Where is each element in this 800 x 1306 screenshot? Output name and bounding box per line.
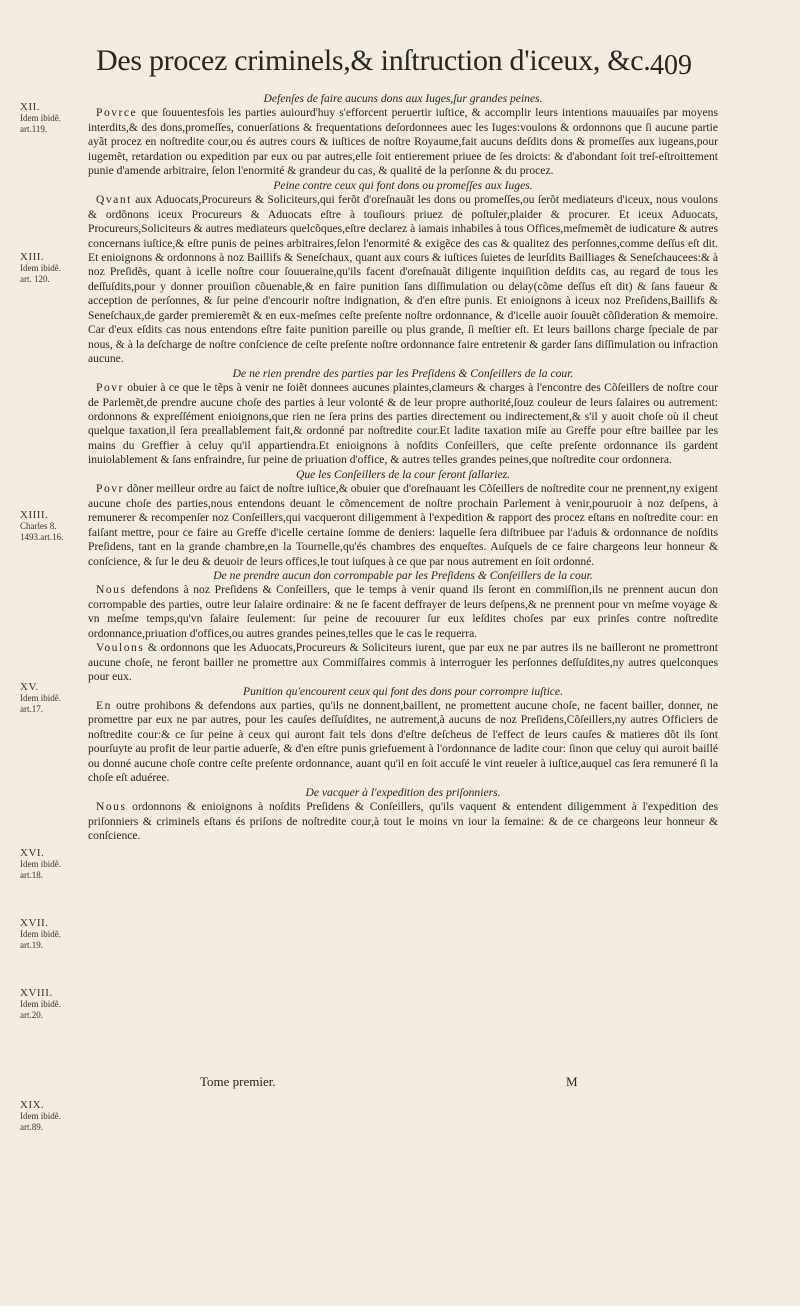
margin-article: art.89. xyxy=(20,1122,43,1132)
margin-note-xvii xyxy=(20,918,80,951)
margin-note-xv xyxy=(20,682,80,715)
margin-article: art.19. xyxy=(20,940,43,950)
section-heading: Peine contre ceux qui font dons ou promeſſes aux Iuges. xyxy=(273,178,533,192)
running-title: Des procez criminels,& inſtruction d'iceux, &c. xyxy=(96,44,651,77)
section-heading: Defenſes de faire aucuns dons aux Iuges,ſur grandes peines. xyxy=(263,92,543,105)
margin-reference: Idem ibidẽ. xyxy=(20,113,61,123)
margin-reference: Idem ibidẽ. xyxy=(20,929,61,939)
lead-word: Povrce xyxy=(96,106,138,120)
margin-reference: Idem ibidẽ. xyxy=(20,859,61,869)
margin-reference: Charles 8. xyxy=(20,521,57,531)
section-heading: De ne prendre aucun don corrompable par les Preſidens & Conſeillers de la cour. xyxy=(213,568,593,582)
margin-note-xvi xyxy=(20,848,80,881)
article-number: XVI. xyxy=(20,847,45,859)
lead-word: Nous xyxy=(96,583,127,597)
lead-word: En xyxy=(96,699,112,713)
lead-word: Voulons xyxy=(96,641,145,655)
lead-word: Povr xyxy=(96,482,124,496)
page-number: 409 xyxy=(650,50,692,81)
margin-article: 1493.art.16. xyxy=(20,532,64,542)
main-text xyxy=(88,92,718,844)
margin-reference: Idem ibidẽ. xyxy=(20,263,61,273)
article-paragraph xyxy=(88,641,718,684)
margin-note-xiii xyxy=(20,252,80,285)
lead-word: Povr xyxy=(96,381,124,395)
article-number: XIX. xyxy=(20,1099,45,1111)
section-heading: Que les Conſeillers de la cour ſeront ſallariez. xyxy=(295,467,511,481)
section-heading: De ne rien prendre des parties par les Preſidens & Conſeillers de la cour. xyxy=(232,366,574,380)
article-paragraph xyxy=(88,583,718,641)
lead-word: Nous xyxy=(96,800,127,814)
article-paragraph xyxy=(88,699,718,786)
volume-label: Tome premier. xyxy=(200,1074,276,1089)
article-paragraph xyxy=(88,193,718,366)
article-number: XIIII. xyxy=(20,509,49,521)
margin-article: art.17. xyxy=(20,704,43,714)
margin-reference: Idem ibidẽ. xyxy=(20,999,61,1009)
margin-note-xviii xyxy=(20,988,80,1021)
article-text: aux Aduocats,Procureurs & Soliciteurs,qui ferõt d'oreſnauãt les dons ou promeſſes,ou ſerõt mediateurs d'iceux, nous voulons & ordõnons iceux Procureurs & Aduocats eſtre à touſiours priuez de poſtuler,plaider & procurer. Et iceux Aduocats, Procureurs,Soliciteurs & autres mediateurs quelcõques,eſtre declarez à iamais inhabiles à tous Offices,meſmemẽt de iudicature & autres concernans iuſtice,& eſtre punis de peines arbitraires,ſelon l'enormité & exigẽce des cas & qualitez des perſonnes,comme deſſus eſt dit. Et enioignons & ordonnons à noz Baillifs & Seneſchaux, quant aux cours & iuſtices ſuietes de leurſdits Bailliages & Seneſchaucees:& à noz Preſidẽs, quant à icelle noſtre cour ſouueraine,qu'ils facent d'oreſnauãt diligente inquiſition deſdits cas, au regard de tous les deſſuſdits,pour y donner prouiſion cõuenable,& en faire punition ſans diſſimulation ou delay(cõme deſſus eſt dit) & ſans faueur & acception de perſonnes, & ſur peine d'encourir noſtre indignation, & d'en eſtre punis. Et enioignons à iceux noz Preſidens,Baillifs & Seneſchaux,de garder premieremẽt & en eux-meſmes ceſte preſente noſtre ordonnance, & d'icelle auoir ſouuẽt cõſideration & memoire. Car d'eux eſdits cas nous entendons eſtre faite punition pareille ou plus grande, ſi meſtier eſt. Et leurs baillons charge ſpeciale de par nous, & à la deſcharge de noſtre conſcience de ceſte preſente noſtre ordonnance faire entretenir & garder ſans diſſimulation ou infraction aucune. xyxy=(88,193,718,366)
article-text: defendons à noz Preſidens & Conſeillers, que le temps à venir quand ils ſeront en commiſſion,ils ne prennent aucun don corrompable des parties, outre leur ſalaire ordinaire: & ne ſe facent deffrayer de leurs deſpens,& ne prennent pour vn meſme voyage & vn meſme temps,qu'vn ſalaire ſeulement: ſur peine de recouurer ſur eux leſdites choſes par eux prinſes contre noſtredite ordonnance,priuation d'offices,ou autres grandes peines,telles que le cas le requerra. xyxy=(88,583,718,640)
margin-article: art.20. xyxy=(20,1010,43,1020)
article-paragraph xyxy=(88,106,718,178)
margin-article: art.18. xyxy=(20,870,43,880)
article-paragraph xyxy=(88,381,718,468)
article-number: XV. xyxy=(20,681,39,693)
margin-note-xiiii xyxy=(20,510,80,543)
page-footer xyxy=(88,1074,718,1092)
section-heading: De vacquer à l'expedition des priſonniers. xyxy=(305,785,501,799)
article-paragraph xyxy=(88,482,718,569)
article-number: XII. xyxy=(20,101,41,113)
margin-note-xix xyxy=(20,1100,80,1133)
article-paragraph xyxy=(88,800,718,843)
section-heading: Punition qu'encourent ceux qui font des dons pour corrompre iuſtice. xyxy=(243,684,563,698)
article-text: que ſouuentesfois les parties auiourd'huy s'efforcent peruertir iuſtice, & accomplir leurs intentions mauuaiſes par moyens interdits,& des dons,promeſſes, conuerſations & frequentations deſordonnees auec les Iuges:voulons & ordonnons que ſi aucune partie ayãt procez en noſtredite cour,ou és autres cours & iuſtices de noſtre Royaume,fait aucuns deſdits dons & promeſſes aux iugeans,pour iugemẽt, retardation ou expedition par eux ou par autres,elle ſoit entierement priuee de ſes droicts: & d'abondant ſoit treſ-eſtroittement punie d'amende arbitraire, ſelon l'enormité & grandeur du cas, & qualité de la perſonne & du procez. xyxy=(88,106,718,178)
margin-article: art. 120. xyxy=(20,274,50,284)
article-text: & ordonnons que les Aduocats,Procureurs & Soliciteurs iurent, que par eux ne par autres ils ne bailleront ne promettront aucune choſe, ne feront bailler ne promettre aux Commiſſaires commis à interroguer les perſonnes deſſuſdites,ny autres quelconques pour eux. xyxy=(88,641,718,684)
margin-reference: Idem ibidẽ. xyxy=(20,693,61,703)
article-number: XVIII. xyxy=(20,987,53,999)
lead-word: Qvant xyxy=(96,193,132,207)
article-text: outre prohibons & defendons aux parties, qu'ils ne donnent,baillent, ne promettent aucune choſe, ne facent bailler, donner, ne promettre par eux ne par autres, pour les cauſes deſſuſdites, ne autrement,à aucuns de noz Preſidens,Cõſeillers,ny autres Officiers de noſtredite cour:& ce ſur peine à ceux qui auront fait tels dons d'eſtre deſcheus de l'effect de leurs cauſes & matieres dõt ils ſont pourſuyte au profit de leur partie aduerſe, & d'en eſtre punis griefuement à l'ordonnance de ladite cour: ſinon que celuy qui auroit baillé ou donné aucune choſe contre ceſte preſente ordonnance, auant qu'il en ſoit accuſé le vint reueler à iuſtice,auquel cas ſera remuneré ſi la choſe eſt aduéree. xyxy=(88,699,718,785)
article-text: dõner meilleur ordre au faict de noſtre iuſtice,& obuier que d'oreſnauant les Cõſeillers de noſtredite cour ne prennent,ny exigent aucune choſe des parties,nous entendons deuant le cõmencement de noſtre prochain Parlement à venir,pouruoir à noz deſpens, à remunerer & recompenſer noz Conſeillers,qui vacqueront diligemment à l'expedition & rapport des procez eſtans en noſtredite cour: en faiſant mettre, pour ce faire au Greffe d'icelle certaine ſomme de deniers: laquelle ſera diſtribuee par l'aduis & ordonnance de noſdits Preſidens, tant en la grande chambre,en la Tournelle,qu'és chambres des enqueſtes. Auſquels de ce faire chargeons leur honneur & conſcience, & ſur le deu & deuoir de leurs offices,le tout iuſques à ce que par nous autrement en ſoit ordonné. xyxy=(88,482,718,568)
margin-note-xii xyxy=(20,102,80,135)
signature-mark: M xyxy=(566,1074,578,1089)
article-number: XIII. xyxy=(20,251,45,263)
article-number: XVII. xyxy=(20,917,49,929)
article-text: ordonnons & enioignons à noſdits Preſidens & Conſeillers, qu'ils vaquent & entendent diligemment à l'expedition des priſonniers & criminels eſtans és priſons de noſtredite cour,à tout le moins vn iour la ſemaine: & de ce chargeons leur honneur & conſcience. xyxy=(88,800,718,843)
article-text: obuier à ce que le tẽps à venir ne ſoiẽt donnees aucunes plaintes,clameurs & charges à l'encontre des Cõſeillers de noſtre cour de Parlemẽt,de prendre aucune choſe des parties à leur volonté & de leur propre authorité,ſouz couleur de leurs ſalaires ou autrement: ordonnons & expreſſément enioignons,que rien ne ſera prins des parties directement ou indirectement,& s'il y auoit choſe où il cheut quelque taxation,il ſera preallablement fait,& ordonné par noſtredite cour.Et ladite taxation miſe au Greffe pour eſtre baillee par les mains du Greffier à celuy qu'il appartiendra.Et enioignons à noſdits Conſeillers, que ceſte preſente ordonnance ils gardent inuiolablement & ſans enfraindre, ſur peine de priuation d'office, & autres telles grandes peines,que noſtredite cour ordonnera. xyxy=(88,381,718,467)
margin-reference: Idem ibidẽ. xyxy=(20,1111,61,1121)
margin-article: art.119. xyxy=(20,124,48,134)
